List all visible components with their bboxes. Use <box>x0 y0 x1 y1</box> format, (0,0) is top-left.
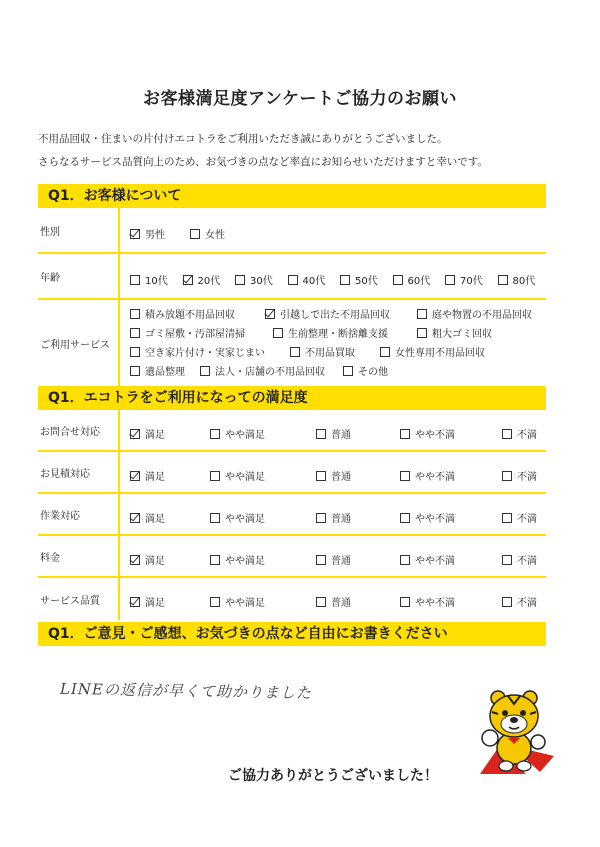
option-label: やや満足 <box>225 472 265 483</box>
satisfaction-option[interactable] <box>316 552 351 567</box>
satisfaction-row-label: お見積対応 <box>38 452 120 492</box>
services-label: ご利用サービス <box>38 300 120 386</box>
checkbox-icon[interactable] <box>400 513 410 523</box>
checkbox-icon[interactable] <box>316 555 326 565</box>
satisfaction-option[interactable] <box>502 552 537 567</box>
option-label: 法人・店舗の不用品回収 <box>215 367 325 378</box>
checkbox-icon[interactable] <box>343 366 353 376</box>
option-label: 普通 <box>331 556 351 567</box>
satisfaction-options <box>130 452 546 492</box>
option-label: やや不満 <box>415 598 455 609</box>
option-label: 積み放題不用品回収 <box>145 310 235 321</box>
checkbox-icon[interactable] <box>502 471 512 481</box>
satisfaction-option[interactable] <box>316 594 351 609</box>
checkbox-icon[interactable] <box>498 275 508 285</box>
satisfaction-option[interactable] <box>130 552 165 567</box>
option-label: 満足 <box>145 556 165 567</box>
checkbox-icon[interactable] <box>340 275 350 285</box>
option-label: 満足 <box>145 430 165 441</box>
service-option[interactable] <box>200 363 325 378</box>
checkbox-icon[interactable] <box>183 275 193 285</box>
service-option[interactable] <box>130 325 245 340</box>
satisfaction-option[interactable] <box>502 468 537 483</box>
section-heading-satisfaction: Q1．エコトラをご利用になっての満足度 <box>38 386 546 410</box>
age-option[interactable] <box>393 272 431 287</box>
option-label: 粗大ゴミ回収 <box>432 329 492 340</box>
option-label: 空き家片付け・実家じまい <box>145 348 265 359</box>
satisfaction-row-label: 作業対応 <box>38 494 120 534</box>
satisfaction-row-label: 料金 <box>38 536 120 576</box>
satisfaction-option[interactable] <box>130 426 165 441</box>
checkbox-icon[interactable] <box>400 597 410 607</box>
service-option[interactable] <box>130 344 265 359</box>
checkbox-icon[interactable] <box>400 471 410 481</box>
service-option[interactable] <box>380 344 485 359</box>
option-label: やや不満 <box>415 430 455 441</box>
checkbox-icon[interactable] <box>210 471 220 481</box>
option-label: 不満 <box>517 472 537 483</box>
checkbox-icon[interactable] <box>210 597 220 607</box>
option-label: 満足 <box>145 514 165 525</box>
service-option[interactable] <box>130 363 185 378</box>
service-option[interactable] <box>265 306 390 321</box>
checkbox-icon[interactable] <box>316 429 326 439</box>
satisfaction-option[interactable] <box>400 510 455 525</box>
checkbox-icon[interactable] <box>502 597 512 607</box>
checkbox-icon[interactable] <box>130 513 140 523</box>
satisfaction-option[interactable] <box>400 552 455 567</box>
option-label: やや満足 <box>225 514 265 525</box>
section-heading-comments: Q1．ご意見・ご感想、お気づきの点など自由にお書きください <box>38 622 546 646</box>
checkbox-icon[interactable] <box>400 555 410 565</box>
option-label: 40代 <box>302 276 326 287</box>
option-label: 不満 <box>517 514 537 525</box>
age-options <box>130 254 546 298</box>
service-option[interactable] <box>417 306 532 321</box>
checkbox-icon[interactable] <box>290 347 300 357</box>
satisfaction-option[interactable] <box>316 468 351 483</box>
checkbox-icon[interactable] <box>417 309 427 319</box>
satisfaction-option[interactable] <box>316 426 351 441</box>
option-label: 普通 <box>331 472 351 483</box>
satisfaction-row <box>38 536 546 578</box>
option-label: 生前整理・断捨離支援 <box>288 329 388 340</box>
service-option[interactable] <box>290 344 355 359</box>
age-option[interactable] <box>235 272 273 287</box>
option-label: 70代 <box>460 276 483 287</box>
option-label: 不満 <box>517 430 537 441</box>
age-option[interactable] <box>288 272 326 287</box>
customer-info-table <box>38 208 546 386</box>
checkbox-icon[interactable] <box>130 366 140 376</box>
option-label: 30代 <box>250 276 273 287</box>
option-label: 普通 <box>331 598 351 609</box>
checkbox-icon[interactable] <box>502 429 512 439</box>
checkbox-icon[interactable] <box>316 597 326 607</box>
satisfaction-option[interactable] <box>316 510 351 525</box>
checkbox-icon[interactable] <box>400 429 410 439</box>
satisfaction-option[interactable] <box>210 468 265 483</box>
checkbox-icon[interactable] <box>190 229 200 239</box>
checkbox-icon[interactable] <box>316 513 326 523</box>
satisfaction-option[interactable] <box>502 594 537 609</box>
age-label: 年齢 <box>38 254 120 298</box>
option-label: 不満 <box>517 556 537 567</box>
checkbox-icon[interactable] <box>130 471 140 481</box>
checkbox-icon[interactable] <box>316 471 326 481</box>
checkbox-icon[interactable] <box>235 275 245 285</box>
satisfaction-row <box>38 578 546 620</box>
satisfaction-row-label: お問合せ対応 <box>38 410 120 450</box>
option-label: やや不満 <box>415 514 455 525</box>
checkbox-icon[interactable] <box>130 309 140 319</box>
services-row <box>38 300 546 386</box>
tiger-mascot-icon <box>468 686 560 778</box>
service-option[interactable] <box>417 325 492 340</box>
satisfaction-row <box>38 452 546 494</box>
checkbox-icon[interactable] <box>130 597 140 607</box>
satisfaction-option[interactable] <box>400 594 455 609</box>
services-options <box>130 300 546 386</box>
option-label: 普通 <box>331 430 351 441</box>
checkbox-icon[interactable] <box>130 555 140 565</box>
satisfaction-option[interactable] <box>210 594 265 609</box>
intro-line-2: さらなるサービス品質向上のため、お気づきの点など率直にお知らせいただけますと幸いです。 <box>38 156 488 168</box>
option-label: やや満足 <box>225 556 265 567</box>
option-label: 20代 <box>197 276 221 287</box>
gender-label: 性別 <box>38 208 120 252</box>
age-row <box>38 254 546 300</box>
checkbox-icon[interactable] <box>130 229 140 239</box>
checkbox-icon[interactable] <box>273 328 283 338</box>
satisfaction-option[interactable] <box>400 468 455 483</box>
satisfaction-row <box>38 410 546 452</box>
checkbox-icon[interactable] <box>380 347 390 357</box>
option-label: やや不満 <box>415 556 455 567</box>
satisfaction-option[interactable] <box>502 426 537 441</box>
option-label: ゴミ屋敷・汚部屋清掃 <box>145 329 245 340</box>
option-label: 女性 <box>205 230 225 241</box>
satisfaction-option[interactable] <box>130 594 165 609</box>
checkbox-icon[interactable] <box>502 513 512 523</box>
satisfaction-option[interactable] <box>130 468 165 483</box>
comment-answer[interactable]: LINEの返信が早くて助かりました <box>59 679 313 703</box>
age-option[interactable] <box>340 272 378 287</box>
satisfaction-option[interactable] <box>210 426 265 441</box>
checkbox-icon[interactable] <box>393 275 403 285</box>
option-label: やや満足 <box>225 430 265 441</box>
gender-row <box>38 208 546 254</box>
service-option[interactable] <box>130 306 235 321</box>
option-label: 満足 <box>145 472 165 483</box>
gender-options <box>130 208 546 252</box>
satisfaction-options <box>130 494 546 534</box>
option-label: 遺品整理 <box>145 367 185 378</box>
satisfaction-row <box>38 494 546 536</box>
age-option[interactable] <box>130 272 168 287</box>
satisfaction-option[interactable] <box>130 510 165 525</box>
service-option[interactable] <box>273 325 388 340</box>
satisfaction-options <box>130 536 546 576</box>
option-label: 10代 <box>145 276 168 287</box>
option-label: 女性専用不用品回収 <box>395 348 485 359</box>
satisfaction-table <box>38 410 546 620</box>
checkbox-icon[interactable] <box>417 328 427 338</box>
checkbox-icon[interactable] <box>200 366 210 376</box>
option-label: 引越しで出た不用品回収 <box>280 310 390 321</box>
age-option[interactable] <box>498 272 536 287</box>
option-label: 普通 <box>331 514 351 525</box>
checkbox-icon[interactable] <box>445 275 455 285</box>
option-label: その他 <box>358 367 388 378</box>
checkbox-icon[interactable] <box>130 328 140 338</box>
option-label: 50代 <box>355 276 378 287</box>
checkbox-icon[interactable] <box>130 275 140 285</box>
checkbox-icon[interactable] <box>130 347 140 357</box>
option-label: 不用品買取 <box>305 348 355 359</box>
option-label: 60代 <box>407 276 431 287</box>
checkbox-icon[interactable] <box>210 429 220 439</box>
option-label: 庭や物置の不用品回収 <box>432 310 532 321</box>
checkbox-icon[interactable] <box>210 513 220 523</box>
satisfaction-option[interactable] <box>400 426 455 441</box>
option-label: やや満足 <box>225 598 265 609</box>
checkbox-icon[interactable] <box>210 555 220 565</box>
satisfaction-option[interactable] <box>210 510 265 525</box>
intro-line-1: 不用品回収・住まいの片付けエコトラをご利用いただき誠にありがとうございました。 <box>38 133 448 145</box>
checkbox-icon[interactable] <box>288 275 298 285</box>
satisfaction-option[interactable] <box>502 510 537 525</box>
age-option[interactable] <box>445 272 483 287</box>
gender-option[interactable] <box>190 226 225 241</box>
satisfaction-options <box>130 578 546 620</box>
section-heading-customer: Q1．お客様について <box>38 184 546 208</box>
option-label: 満足 <box>145 598 165 609</box>
gender-option[interactable] <box>130 226 165 241</box>
intro-text <box>38 128 578 174</box>
satisfaction-option[interactable] <box>210 552 265 567</box>
option-label: 80代 <box>512 276 536 287</box>
checkbox-icon[interactable] <box>502 555 512 565</box>
option-label: 不満 <box>517 598 537 609</box>
age-option[interactable] <box>183 272 221 287</box>
satisfaction-options <box>130 410 546 450</box>
service-option[interactable] <box>343 363 388 378</box>
page-title: お客様満足度アンケートご協力のお願い <box>143 89 457 109</box>
option-label: 男性 <box>145 230 165 241</box>
closing-message: ご協力ありがとうございました！ <box>228 768 438 784</box>
satisfaction-row-label: サービス品質 <box>38 578 120 620</box>
option-label: やや不満 <box>415 472 455 483</box>
checkbox-icon[interactable] <box>265 309 275 319</box>
checkbox-icon[interactable] <box>130 429 140 439</box>
